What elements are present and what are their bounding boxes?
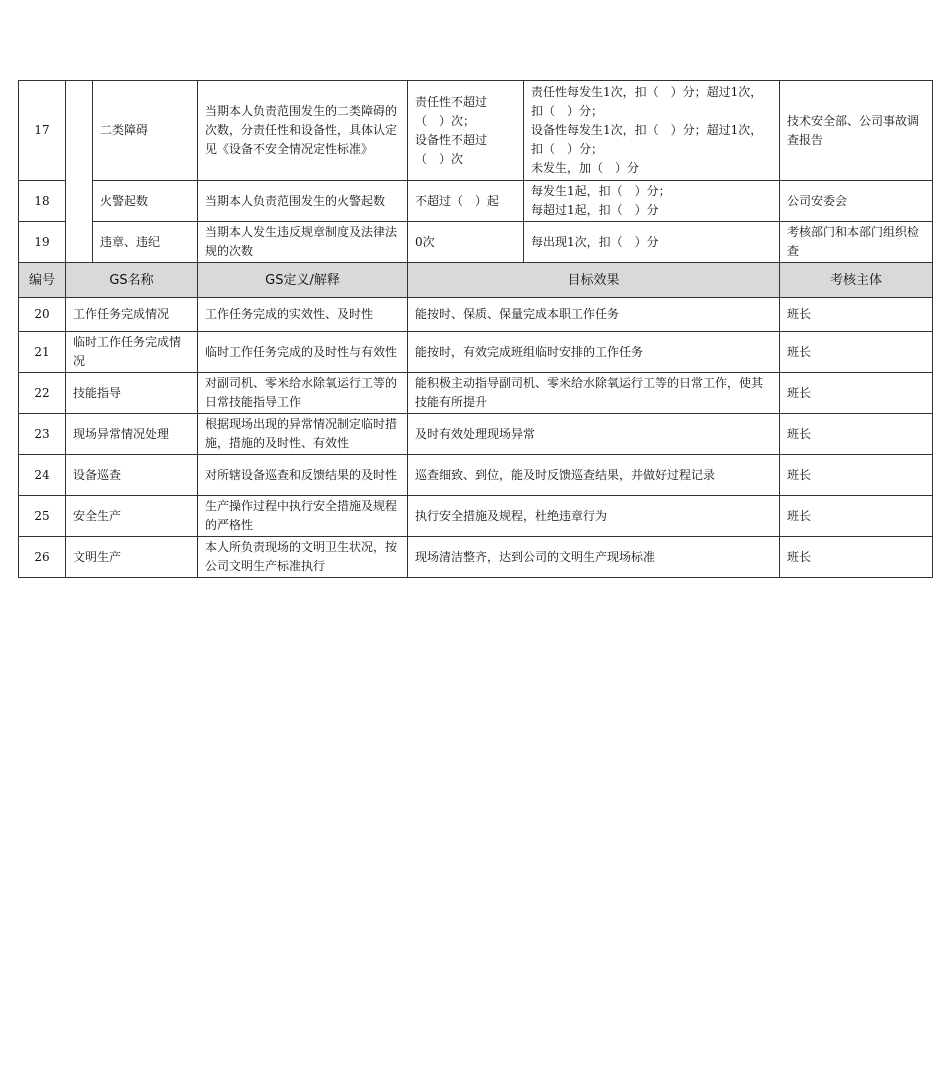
- indicator-name: 违章、违纪: [93, 222, 198, 263]
- table-row: [19, 414, 933, 455]
- table-row: [19, 373, 933, 414]
- indicator-name: 二类障碍: [93, 81, 198, 181]
- table-row: [19, 81, 933, 181]
- table-header-row: [19, 263, 933, 298]
- target-line: 不超过（ ）起: [415, 193, 500, 208]
- category-cell: [66, 81, 93, 263]
- gs-effect: 及时有效处理现场异常: [408, 414, 780, 455]
- header-assessor: 考核主体: [780, 263, 933, 298]
- indicator-assessor: 考核部门和本部门组织检查: [780, 222, 933, 263]
- indicator-scoring: [524, 81, 780, 181]
- gs-name: 技能指导: [66, 373, 198, 414]
- header-effect: 目标效果: [408, 263, 780, 298]
- gs-name: 设备巡查: [66, 455, 198, 496]
- header-no: 编号: [19, 263, 66, 298]
- header-definition: GS定义/解释: [198, 263, 408, 298]
- table-row: [19, 222, 933, 263]
- target-line: 0次: [415, 234, 435, 249]
- gs-definition: 本人所负责现场的文明卫生状况，按公司文明生产标准执行: [198, 537, 408, 578]
- table-row: [19, 332, 933, 373]
- scoring-line: 每出现1次，扣（ ）分: [531, 234, 659, 249]
- row-number: 17: [19, 81, 66, 181]
- scoring-line: 设备性每发生1次，扣（ ）分；超过1次，扣（ ）分；: [531, 123, 763, 156]
- row-number: 19: [19, 222, 66, 263]
- gs-effect: 现场清洁整齐，达到公司的文明生产现场标准: [408, 537, 780, 578]
- indicator-target: [408, 181, 524, 222]
- gs-definition: 对副司机、零米给水除氧运行工等的日常技能指导工作: [198, 373, 408, 414]
- gs-assessor: 班长: [780, 298, 933, 332]
- row-number: 26: [19, 537, 66, 578]
- gs-name: 临时工作任务完成情况: [66, 332, 198, 373]
- gs-assessor: 班长: [780, 414, 933, 455]
- gs-definition: 根据现场出现的异常情况制定临时措施，措施的及时性、有效性: [198, 414, 408, 455]
- target-line: 设备性不超过（ ）次: [415, 132, 488, 166]
- table-row: [19, 181, 933, 222]
- indicator-assessor: 公司安委会: [780, 181, 933, 222]
- gs-definition: 生产操作过程中执行安全措施及规程的严格性: [198, 496, 408, 537]
- row-number: 20: [19, 298, 66, 332]
- gs-definition: 对所辖设备巡查和反馈结果的及时性: [198, 455, 408, 496]
- target-line: 责任性不超过（ ）次；: [415, 94, 488, 128]
- gs-effect: 能按时，有效完成班组临时安排的工作任务: [408, 332, 780, 373]
- table-row: [19, 496, 933, 537]
- indicator-name: 火警起数: [93, 181, 198, 222]
- gs-name: 现场异常情况处理: [66, 414, 198, 455]
- gs-effect: 执行安全措施及规程，杜绝违章行为: [408, 496, 780, 537]
- gs-name: 工作任务完成情况: [66, 298, 198, 332]
- indicator-scoring: [524, 181, 780, 222]
- gs-assessor: 班长: [780, 537, 933, 578]
- table-row: [19, 537, 933, 578]
- row-number: 21: [19, 332, 66, 373]
- gs-effect: 巡查细致、到位，能及时反馈巡查结果，并做好过程记录: [408, 455, 780, 496]
- gs-definition: 工作任务完成的实效性、及时性: [198, 298, 408, 332]
- gs-definition: 临时工作任务完成的及时性与有效性: [198, 332, 408, 373]
- table-row: [19, 455, 933, 496]
- scoring-line: 责任性每发生1次，扣（ ）分；超过1次，扣（ ）分；: [531, 85, 763, 118]
- scoring-line: 每超过1起，扣（ ）分: [531, 203, 659, 217]
- kpi-table: [18, 80, 933, 578]
- gs-name: 文明生产: [66, 537, 198, 578]
- gs-effect: 能按时、保质、保量完成本职工作任务: [408, 298, 780, 332]
- gs-assessor: 班长: [780, 332, 933, 373]
- gs-assessor: 班长: [780, 455, 933, 496]
- scoring-line: 未发生，加（ ）分: [531, 161, 640, 175]
- row-number: 24: [19, 455, 66, 496]
- gs-assessor: 班长: [780, 496, 933, 537]
- scoring-line: 每发生1起，扣（ ）分；: [531, 184, 671, 198]
- indicator-scoring: [524, 222, 780, 263]
- indicator-target: [408, 222, 524, 263]
- gs-assessor: 班长: [780, 373, 933, 414]
- indicator-definition: 当期本人负责范围发生的二类障碍的次数，分责任性和设备性，具体认定见《设备不安全情况定性标准》: [198, 81, 408, 181]
- gs-effect: 能积极主动指导副司机、零米给水除氧运行工等的日常工作，使其技能有所提升: [408, 373, 780, 414]
- row-number: 23: [19, 414, 66, 455]
- header-name: GS名称: [66, 263, 198, 298]
- indicator-target: [408, 81, 524, 181]
- row-number: 22: [19, 373, 66, 414]
- indicator-assessor: 技术安全部、公司事故调查报告: [780, 81, 933, 181]
- indicator-definition: 当期本人负责范围发生的火警起数: [198, 181, 408, 222]
- indicator-definition: 当期本人发生违反规章制度及法律法规的次数: [198, 222, 408, 263]
- row-number: 18: [19, 181, 66, 222]
- gs-name: 安全生产: [66, 496, 198, 537]
- row-number: 25: [19, 496, 66, 537]
- table-row: [19, 298, 933, 332]
